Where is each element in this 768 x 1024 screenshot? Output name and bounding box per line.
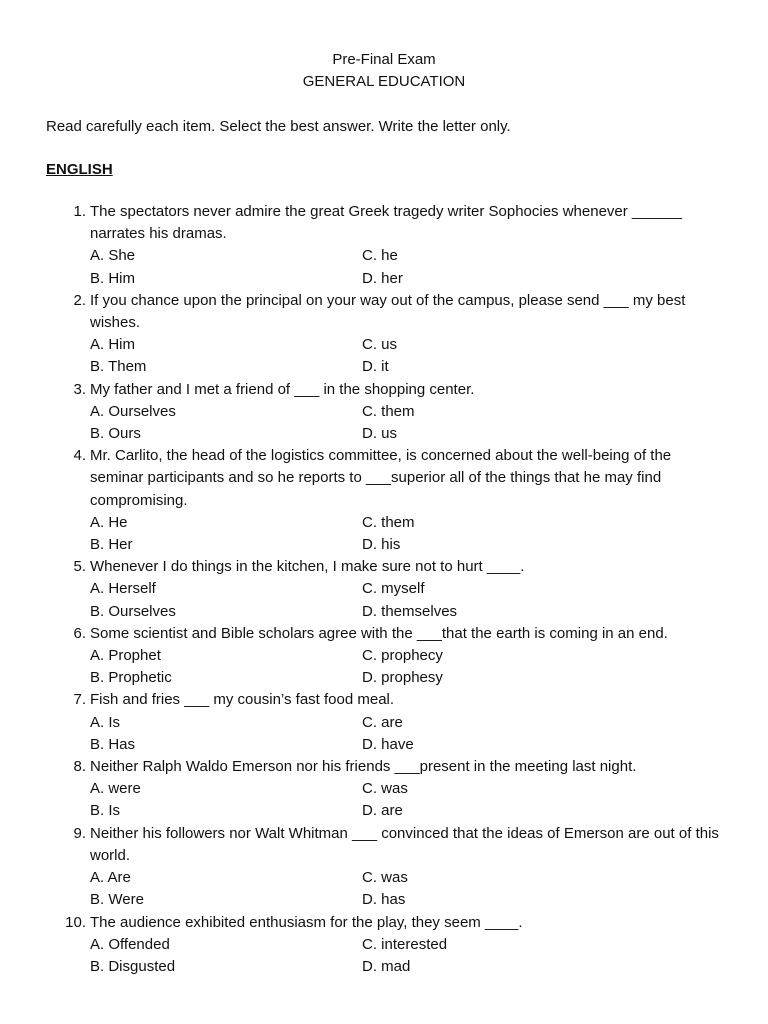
question-number: 3.: [73, 380, 86, 398]
answer-choice: B. Her: [90, 536, 133, 554]
question-text: Fish and fries ___ my cousin’s fast food meal.: [90, 691, 395, 709]
answer-choices: [90, 334, 722, 378]
answer-choice: A. Prophet: [90, 647, 161, 665]
answer-choice: B. Him: [90, 269, 135, 287]
answer-choice: A. Are: [90, 869, 131, 887]
answer-choice: A. Offended: [90, 935, 170, 953]
question-text: Neither Ralph Waldo Emerson nor his friends ___present in the meeting last night.: [90, 758, 637, 776]
answer-choice: D. have: [362, 735, 414, 753]
answer-choice: D. themselves: [362, 602, 458, 620]
exam-subtitle: GENERAL EDUCATION: [302, 73, 466, 90]
answer-choice: A. Ourselves: [90, 402, 176, 420]
answer-choice: C. myself: [362, 580, 425, 598]
title-block: [46, 49, 722, 93]
answer-choice: C. was: [362, 780, 408, 798]
question-item: [46, 689, 722, 756]
answer-choices: [90, 245, 722, 289]
question-list: [46, 201, 722, 978]
answer-choice: C. interested: [362, 935, 448, 953]
answer-choice: C. them: [362, 513, 415, 531]
answer-choices: [90, 778, 722, 822]
question-number: 2.: [73, 291, 86, 309]
answer-choices: [90, 512, 722, 556]
question-number: 8.: [73, 758, 86, 776]
answer-choice: A. were: [90, 780, 141, 798]
question-number: 7.: [73, 691, 86, 709]
question-text: If you chance upon the principal on your way out of the campus, please send ___ my best wishes.: [90, 291, 686, 332]
answer-choice: D. mad: [362, 957, 411, 975]
instructions: Read carefully each item. Select the best answer. Write the letter only.: [46, 118, 511, 135]
answer-choices: [90, 401, 722, 445]
question-item: [46, 823, 722, 912]
answer-choice: A. Is: [90, 713, 121, 731]
answer-choices: [90, 712, 722, 756]
question-text: Mr. Carlito, the head of the logistics committee, is concerned about the well-being of the seminar participants and so he reports to ___superior all of the things that he may find compromising.: [90, 447, 672, 509]
question-number: 10.: [65, 913, 86, 931]
answer-choices: [90, 578, 722, 622]
answer-choice: B. Were: [90, 891, 144, 909]
question-number: 1.: [73, 203, 86, 220]
answer-choice: D. prophesy: [362, 669, 443, 687]
section-heading: ENGLISH: [46, 161, 113, 178]
question-text: The spectators never admire the great Greek tragedy writer Sophocies whenever ______ narrates his dramas.: [90, 203, 682, 243]
answer-choice: C. he: [362, 247, 398, 265]
answer-choice: B. Prophetic: [90, 669, 172, 687]
question-item: [46, 379, 722, 446]
answer-choices: [90, 867, 722, 911]
answer-choice: A. She: [90, 247, 136, 265]
answer-choice: C. prophecy: [362, 647, 443, 665]
answer-choice: B. Disgusted: [90, 957, 176, 975]
answer-choice: A. He: [90, 513, 128, 531]
question-item: [46, 623, 722, 690]
answer-choice: C. was: [362, 869, 408, 887]
answer-choices: [90, 645, 722, 689]
question-number: 6.: [73, 624, 86, 642]
question-item: [46, 756, 722, 823]
answer-choice: C. them: [362, 402, 415, 420]
answer-choice: A. Him: [90, 336, 135, 354]
question-item: [46, 556, 722, 623]
question-text: My father and I met a friend of ___ in the shopping center.: [90, 380, 475, 398]
question-item: [46, 445, 722, 556]
answer-choice: D. his: [362, 536, 401, 554]
question-item: [46, 201, 722, 290]
exam-title: Pre-Final Exam: [332, 51, 436, 68]
question-number: 9.: [73, 824, 86, 842]
answer-choice: B. Has: [90, 735, 136, 753]
answer-choice: D. has: [362, 891, 406, 909]
answer-choice: B. Them: [90, 358, 147, 376]
question-item: [46, 912, 722, 979]
answer-choice: D. it: [362, 358, 389, 376]
answer-choice: B. Ourselves: [90, 602, 176, 620]
answer-choice: A. Herself: [90, 580, 156, 598]
answer-choice: B. Is: [90, 802, 121, 820]
question-item: [46, 290, 722, 379]
question-text: Whenever I do things in the kitchen, I make sure not to hurt ____.: [90, 558, 525, 576]
question-text: The audience exhibited enthusiasm for the play, they seem ____.: [90, 913, 523, 931]
answer-choice: D. are: [362, 802, 403, 820]
answer-choice: C. are: [362, 713, 403, 731]
answer-choice: D. us: [362, 425, 398, 443]
question-number: 4.: [73, 447, 86, 465]
question-text: Neither his followers nor Walt Whitman ___ convinced that the ideas of Emerson are out of this world.: [90, 824, 719, 864]
answer-choices: [90, 934, 722, 978]
question-number: 5.: [73, 558, 86, 576]
question-text: Some scientist and Bible scholars agree with the ___that the earth is coming in an end.: [90, 624, 668, 642]
answer-choice: B. Ours: [90, 425, 141, 443]
answer-choice: D. her: [362, 269, 403, 287]
answer-choice: C. us: [362, 336, 398, 354]
